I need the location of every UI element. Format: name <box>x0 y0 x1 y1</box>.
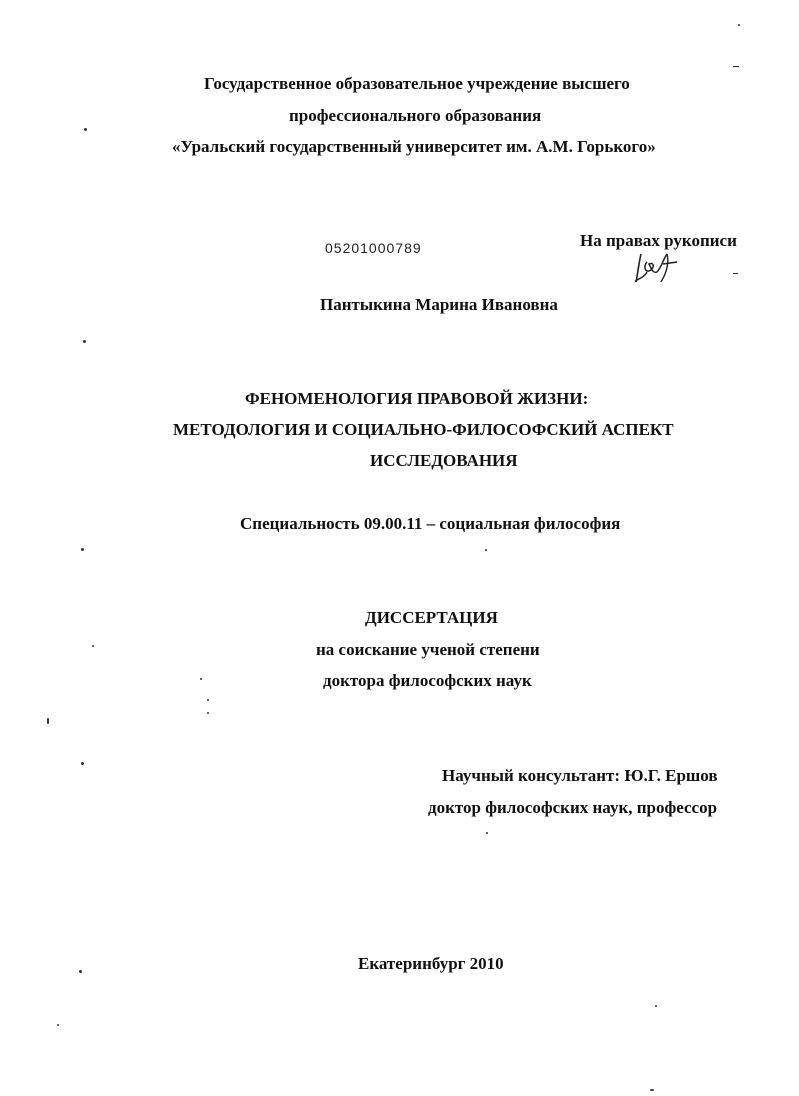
scan-speck <box>92 645 94 647</box>
signature-image <box>633 248 683 286</box>
institution-line-3: «Уральский государственный университет им. А.М. Горького» <box>172 137 656 156</box>
scan-speck <box>733 66 739 67</box>
scan-speck <box>79 970 82 973</box>
scan-speck <box>207 712 209 714</box>
consultant-line-1: Научный консультант: Ю.Г. Ершов <box>442 766 718 785</box>
scan-speck <box>485 549 487 551</box>
author-name: Пантыкина Марина Ивановна <box>320 295 558 314</box>
title-line-3: ИССЛЕДОВАНИЯ <box>370 451 518 470</box>
scan-speck <box>83 340 86 343</box>
scan-speck <box>81 548 84 551</box>
scan-speck <box>655 1005 657 1007</box>
institution-line-1: Государственное образовательное учреждение высшего <box>204 74 630 93</box>
specialty: Специальность 09.00.11 – социальная философия <box>240 514 621 533</box>
scan-speck <box>84 128 87 131</box>
title-line-2: МЕТОДОЛОГИЯ И СОЦИАЛЬНО-ФИЛОСОФСКИЙ АСПЕКТ <box>173 420 674 439</box>
dissertation-heading: ДИССЕРТАЦИЯ <box>365 608 498 627</box>
scan-speck <box>650 1089 654 1091</box>
manuscript-rights: На правах рукописи <box>580 231 737 250</box>
place-year: Екатеринбург 2010 <box>358 954 504 973</box>
scan-speck <box>81 762 84 765</box>
scan-speck <box>57 1024 59 1026</box>
degree-purpose-line-1: на соискание ученой степени <box>316 640 540 659</box>
scan-speck <box>738 24 740 26</box>
title-line-1: ФЕНОМЕНОЛОГИЯ ПРАВОВОЙ ЖИЗНИ: <box>245 389 589 408</box>
institution-line-2: профессионального образования <box>289 106 542 125</box>
scan-speck <box>733 273 738 274</box>
scan-speck <box>200 678 202 680</box>
scan-speck <box>207 699 209 701</box>
scan-speck <box>47 718 49 724</box>
degree-purpose-line-2: доктора философских наук <box>323 671 532 690</box>
archive-code: 05201000789 <box>325 240 422 256</box>
consultant-line-2: доктор философских наук, профессор <box>428 798 718 817</box>
scan-speck <box>486 832 488 834</box>
